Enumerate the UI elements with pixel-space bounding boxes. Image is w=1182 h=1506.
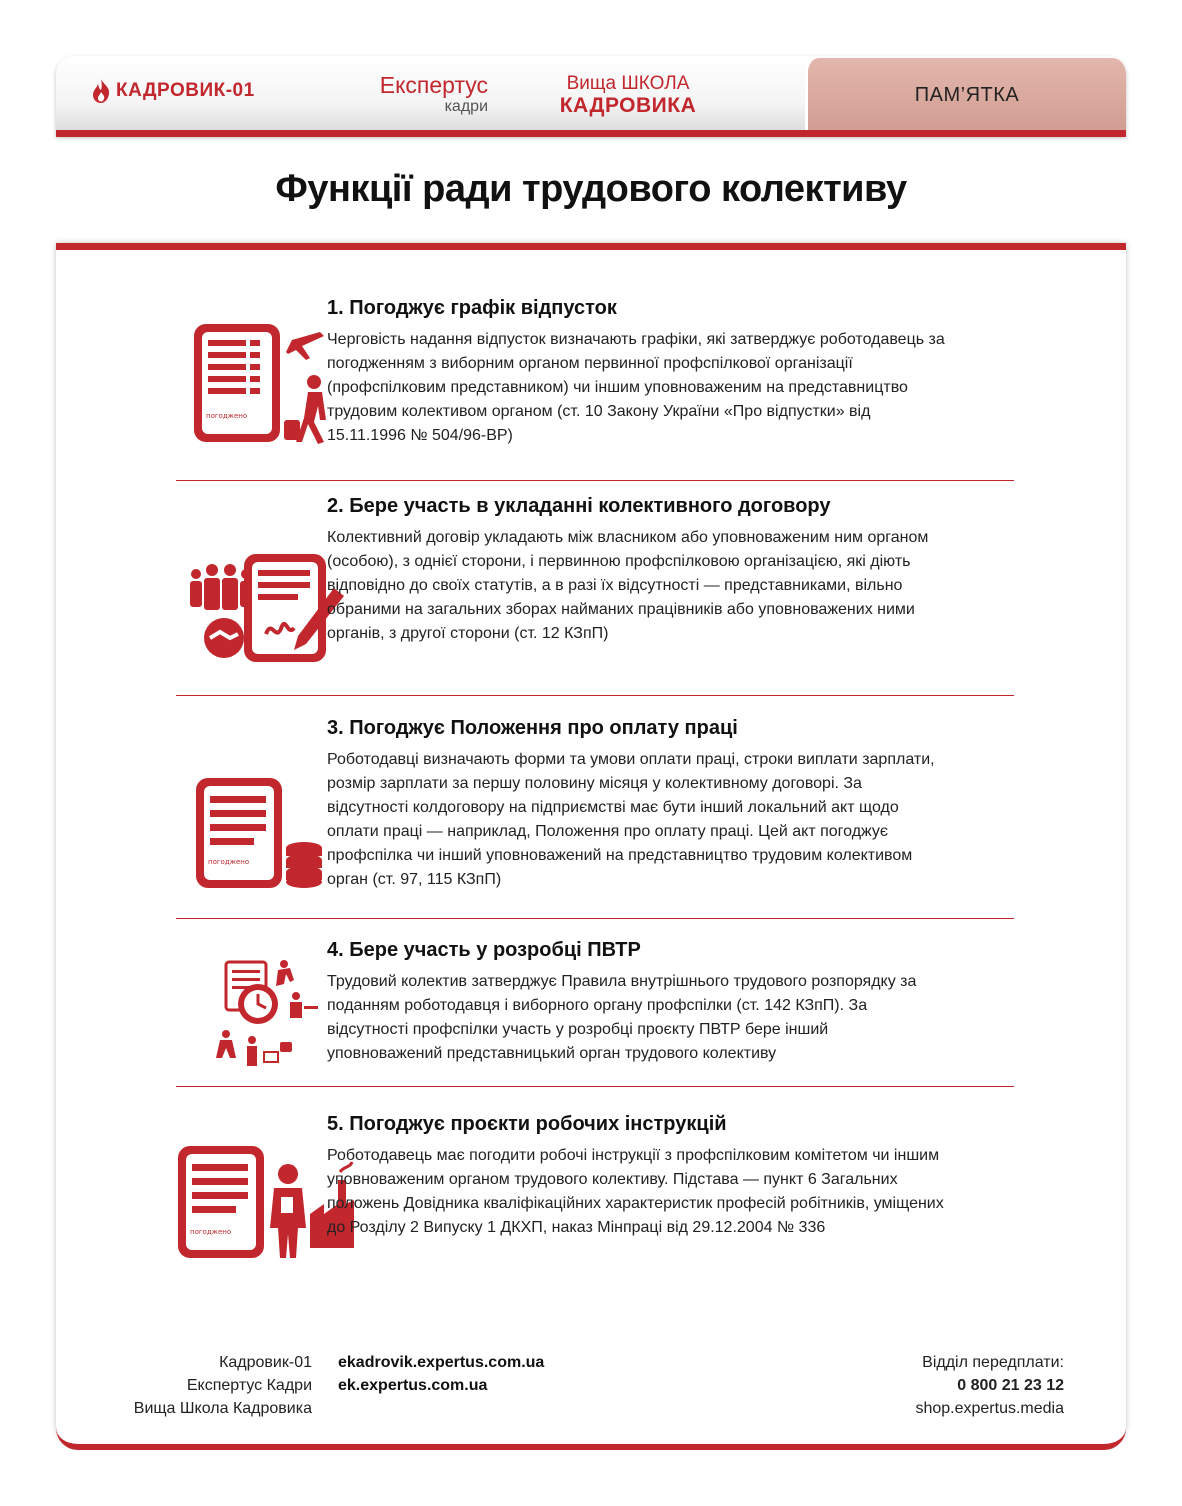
section-body: Черговість надання відпусток визначають графіки, які затверджує роботодавець за погодженням з виборним органом первинної профспілкової організації (профспілковим представником) чи іншим уповноваженим на представництво трудовим колективом органом (ст. 10 Закону України «Про відпустки» від 15.11.1996 № 504/96-ВР) xyxy=(327,331,945,444)
memo-tab xyxy=(805,58,1126,132)
work-rules-icon xyxy=(212,954,324,1070)
vshk-logo xyxy=(548,74,708,118)
memo-label: ПАМ’ЯТКА xyxy=(914,83,1020,106)
section-vacation-schedule xyxy=(120,296,958,466)
stamp-text: погоджено xyxy=(190,1228,232,1236)
footer-name-vshk: Вища Школа Кадровика xyxy=(133,1400,312,1417)
footer-link-ek[interactable]: ek.expertus.com.ua xyxy=(338,1377,488,1394)
vshk-logo-bottom: КАДРОВИКА xyxy=(559,94,697,117)
footer-name-expertus: Експертус Кадри xyxy=(186,1377,312,1394)
vacation-schedule-icon xyxy=(192,322,342,448)
vshk-logo-top: Вища ШКОЛА xyxy=(566,73,690,94)
flame-icon xyxy=(90,78,112,104)
section-divider xyxy=(176,918,1014,919)
collective-agreement-icon xyxy=(184,552,350,668)
subscription-label: Відділ передплати: xyxy=(922,1354,1064,1371)
section-divider xyxy=(176,480,1014,481)
section-text xyxy=(327,296,947,448)
section-heading: 3. Погоджує Положення про оплату праці xyxy=(327,717,738,739)
stamp-text: погоджено xyxy=(208,858,250,866)
page-title: Функції ради трудового колективу xyxy=(275,168,907,210)
subscription-phone[interactable]: 0 800 21 23 12 xyxy=(957,1377,1064,1394)
expertus-logo-main: Експертус xyxy=(379,72,488,98)
footer-links xyxy=(338,1351,544,1397)
section-text xyxy=(327,938,947,1066)
content-card-bottom-edge xyxy=(56,1428,1126,1450)
shop-link[interactable]: shop.expertus.media xyxy=(915,1400,1064,1417)
section-collective-agreement xyxy=(120,494,958,684)
expertus-logo xyxy=(348,72,488,116)
section-work-rules xyxy=(120,938,958,1078)
footer-subscription xyxy=(820,1351,1064,1420)
section-heading: 5. Погоджує проєкти робочих інструкцій xyxy=(327,1113,727,1135)
header-underline xyxy=(56,130,1126,137)
section-divider xyxy=(176,695,1014,696)
section-heading: 4. Бере участь у розробці ПВТР xyxy=(327,939,641,961)
footer-link-ekadrovik[interactable]: ekadrovik.expertus.com.ua xyxy=(338,1354,545,1371)
kadrovyk-logo xyxy=(90,78,255,104)
page-header xyxy=(56,56,1126,136)
section-body: Колективний договір укладають між власником або уповноваженим ним органом (особою), з однієї сторони, і первинною профспілковою організацією, які діють відповідно до своїх статутів, а в разі їх відсутності — представниками, вільно обраними на загальних зборах найманих працівників або уповноважених ними органів, з другої сторони (ст. 12 КЗпП) xyxy=(327,529,929,642)
section-divider xyxy=(176,1086,1014,1087)
section-text xyxy=(327,716,947,892)
section-heading: 1. Погоджує графік відпусток xyxy=(327,297,617,319)
section-payment-regulation xyxy=(120,716,958,906)
section-text xyxy=(327,494,947,646)
footer-name-kadrovyk: Кадровик-01 xyxy=(219,1354,312,1371)
kadrovyk-logo-text: КАДРОВИК-01 xyxy=(116,80,255,101)
stamp-text: погоджено xyxy=(206,412,248,420)
payment-regulation-icon xyxy=(194,776,340,892)
section-text xyxy=(327,1112,947,1240)
section-heading: 2. Бере участь в укладанні колективного договору xyxy=(327,495,831,517)
section-body: Роботодавці визначають форми та умови оплати праці, строки виплати зарплати, розмір зарплати за першу половину місяця у колективному договорі. За відсутності колдоговору на підприємстві має бути інший локальний акт щодо оплати праці — наприклад, Положення про оплату праці. Цей акт погоджує профспілка чи інший уповноважений на представництво трудовим колективом орган (ст. 97, 115 КЗпП) xyxy=(327,751,935,888)
expertus-logo-sub: кадри xyxy=(444,98,488,115)
section-body: Трудовий колектив затверджує Правила внутрішнього трудового розпорядку за поданням роботодавця і виборного органу профспілки (ст. 142 КЗпП). За відсутності профспілки участь у розробці проєкту ПВТР бере інший уповноважений представницький орган трудового колективу xyxy=(327,973,917,1062)
section-work-instructions xyxy=(120,1112,958,1292)
footer-names xyxy=(100,1351,312,1420)
section-body: Роботодавець має погодити робочі інструкції з профспілковим комітетом чи іншим уповноваженим органом трудового колективу. Підстава — пункт 6 Загальних положень Довідника кваліфікаційних характеристик професій робітників, уміщених до Розділу 2 Випуску 1 ДКХП, наказ Мінпраці від 29.12.2004 № 336 xyxy=(327,1147,944,1236)
